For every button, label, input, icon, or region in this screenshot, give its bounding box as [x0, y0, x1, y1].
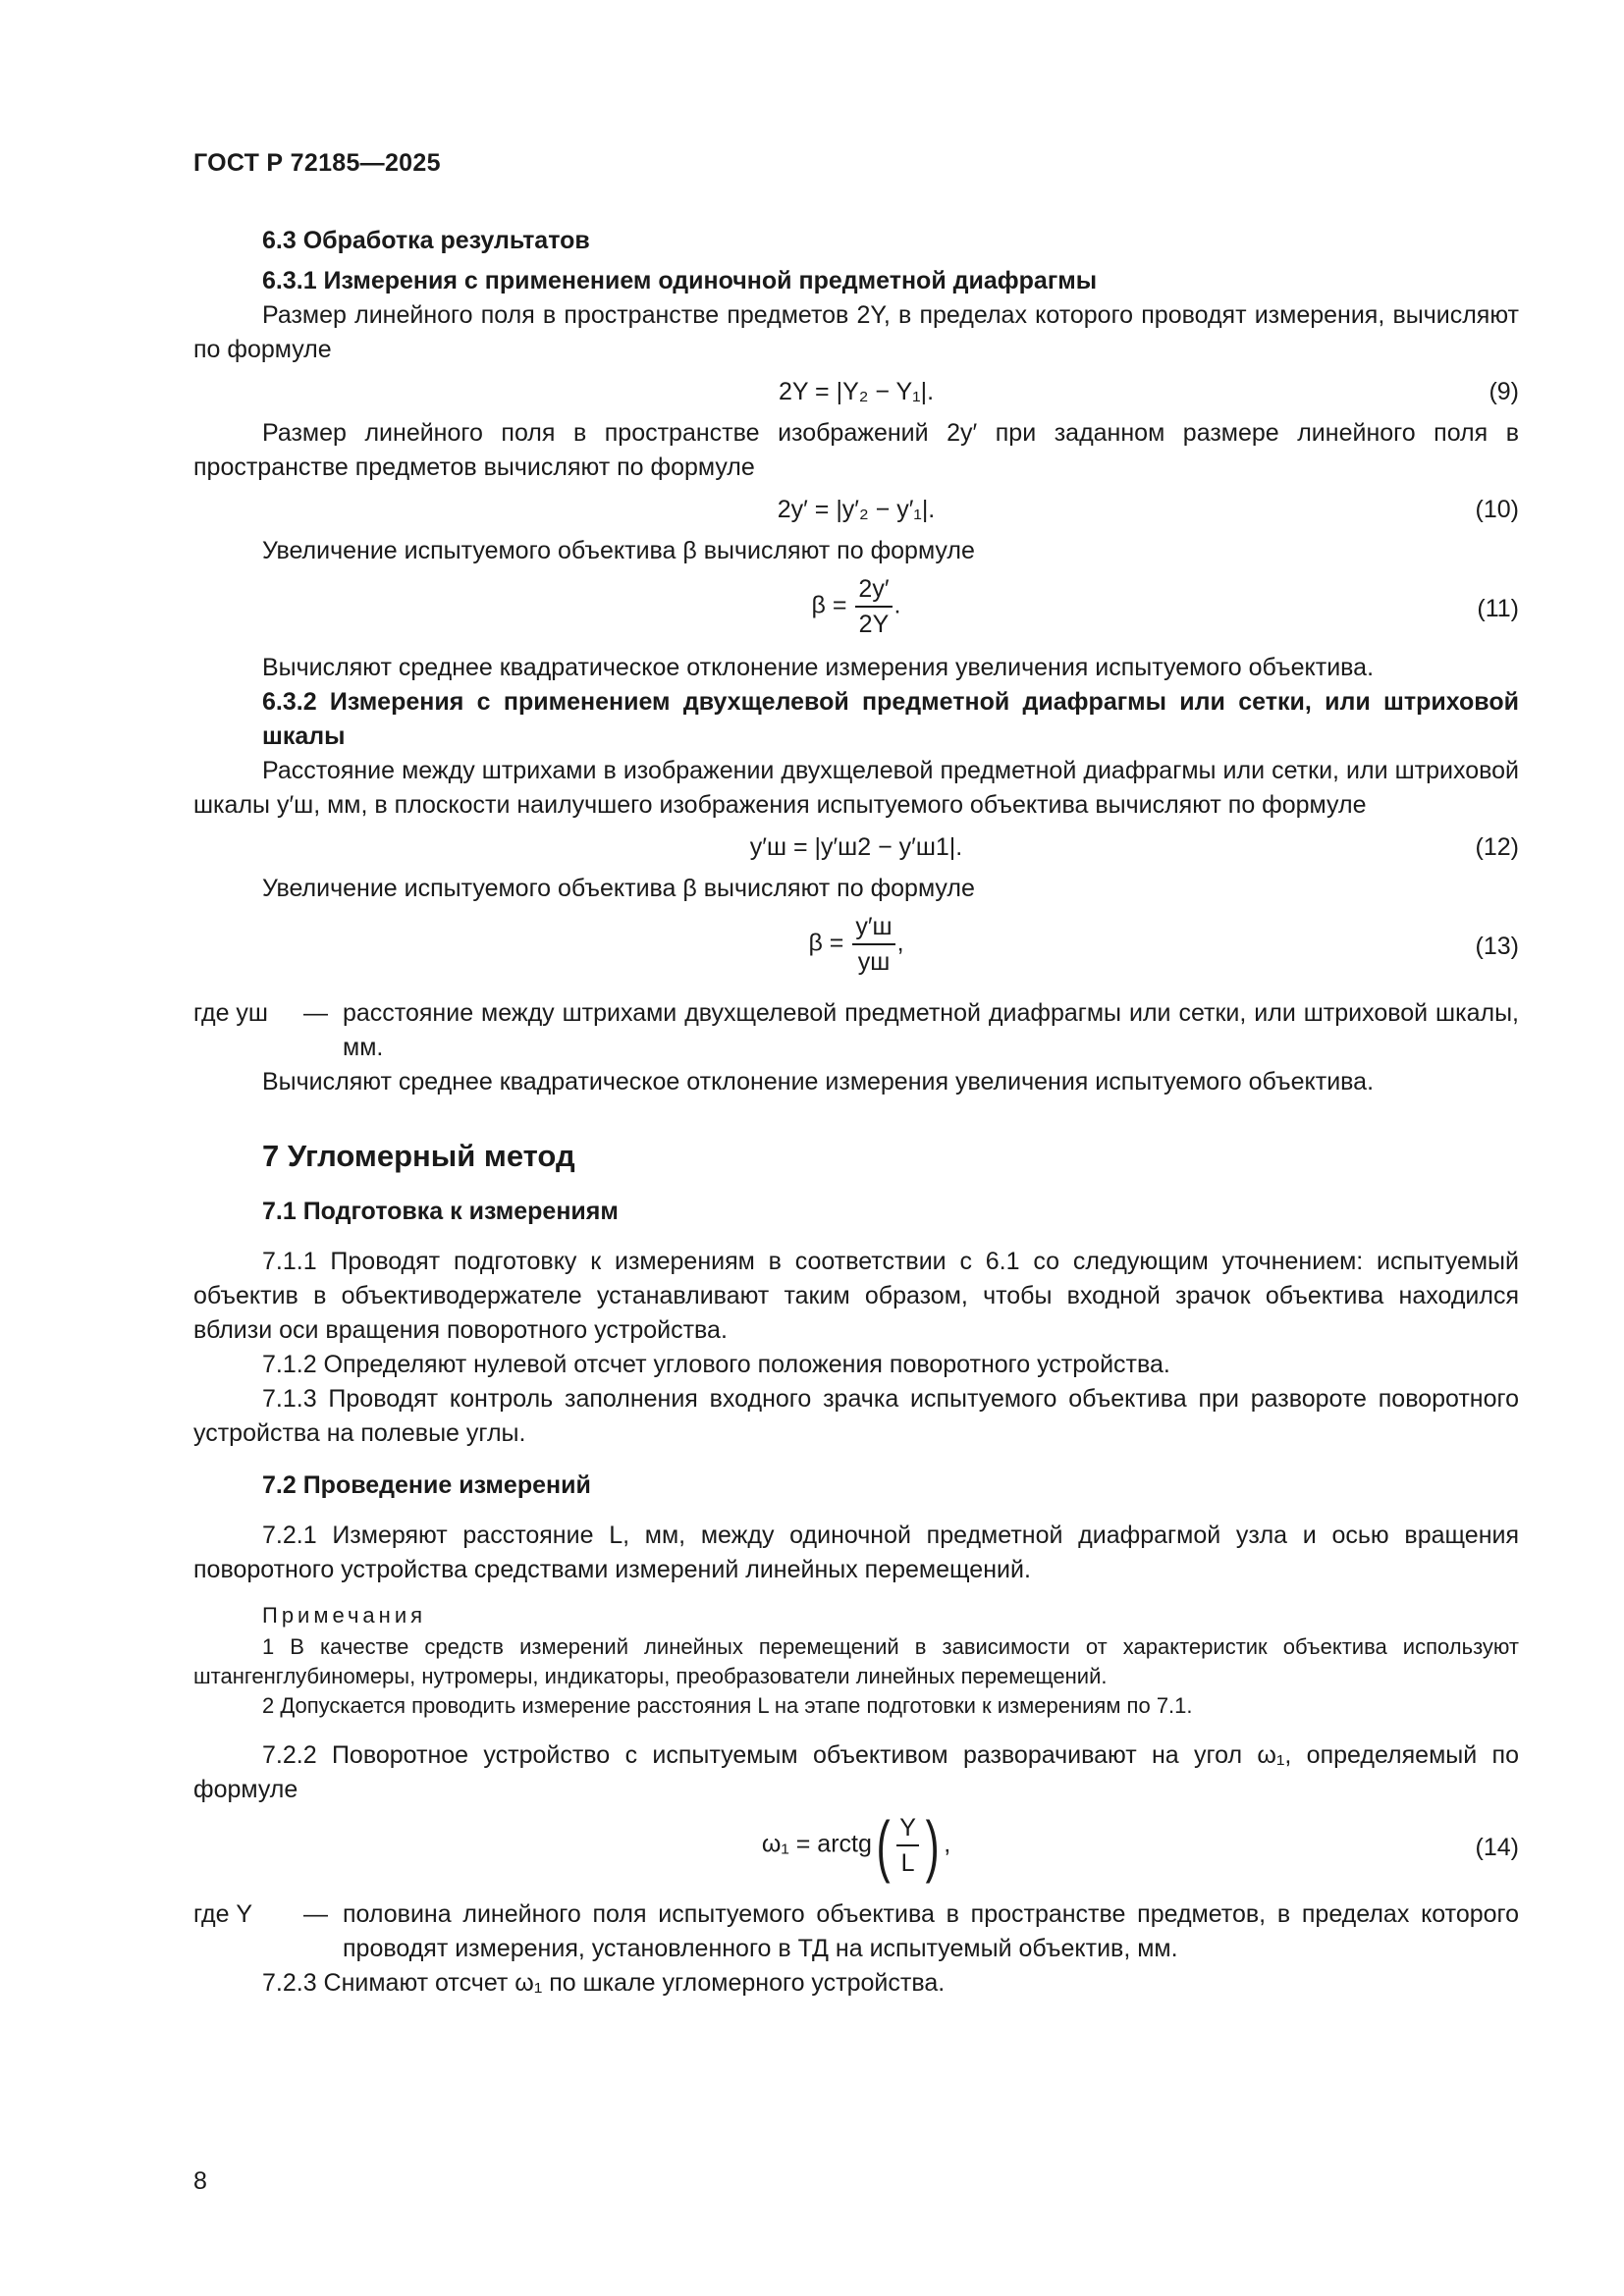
formula-number: (12): [1475, 833, 1519, 861]
page-header: ГОСТ Р 72185—2025: [193, 149, 441, 177]
notes-title: Примечания: [262, 1603, 427, 1628]
formula-12: [193, 823, 1519, 872]
paragraph: Размер линейного поля в пространстве предметов 2Y, в пределах которого проводят измерения, вычисляют по формуле: [193, 301, 1519, 363]
formula-expression: 2Y = |Y₂ − Y₁|.: [778, 378, 935, 405]
paragraph: 7.1.2 Определяют нулевой отсчет углового положения поворотного устройства.: [262, 1351, 1170, 1378]
paragraph: 7.2.1 Измеряют расстояние L, мм, между одиночной предметной диафрагмой узла и осью вращения поворотного устройства средствами измерений линейных перемещений.: [193, 1522, 1519, 1583]
section-6-3-2-title: 6.3.2 Измерения с применением двухщелевой предметной диафрагмы или сетки, или штриховой шкалы: [262, 688, 1519, 750]
formula-10: [193, 485, 1519, 534]
fraction: [896, 1811, 919, 1880]
formula-tail: ,: [896, 929, 904, 957]
formula-expression: [761, 1807, 951, 1884]
formula-expression: [812, 568, 901, 641]
fraction-numerator: Y: [896, 1811, 919, 1846]
note-item: 1 В качестве средств измерений линейных перемещений в зависимости от характеристик объектива используют штангенглубиномеры, нутромеры, индикаторы, преобразователи линейных перемещений.: [193, 1634, 1519, 1688]
where-dash: —: [303, 1900, 328, 1928]
section-7-title: 7 Угломерный метод: [262, 1139, 575, 1173]
formula-number: (14): [1475, 1834, 1519, 1861]
formula-expression: 2y′ = |y′₂ − y′₁|.: [777, 496, 936, 523]
paragraph: Увеличение испытуемого объектива β вычисляют по формуле: [262, 537, 975, 564]
paragraph: 7.1.1 Проводят подготовку к измерениям в соответствии с 6.1 со следующим уточнением: испытуемый объектив в объективодержателе устанавливают таким образом, чтобы входной зрачок объектива находился вблизи оси вращения поворотного устройства.: [193, 1248, 1519, 1344]
formula-lhs: β =: [808, 929, 844, 957]
formula-expression: [808, 906, 903, 979]
formula-tail: ,: [944, 1830, 951, 1858]
formula-number: (9): [1489, 378, 1519, 405]
fraction: [852, 910, 894, 979]
paragraph: Увеличение испытуемого объектива β вычисляют по формуле: [262, 875, 975, 902]
fraction-numerator: 2y′: [855, 572, 892, 608]
fraction-denominator: L: [900, 1849, 915, 1877]
paragraph: 7.1.3 Проводят контроль заполнения входного зрачка испытуемого объектива при развороте поворотного устройства на полевые углы.: [193, 1385, 1519, 1447]
paragraph: 7.2.3 Снимают отсчет ω₁ по шкале угломерного устройства.: [262, 1969, 946, 1997]
section-7-2-title: 7.2 Проведение измерений: [262, 1471, 591, 1499]
fraction-denominator: 2Y: [858, 611, 890, 638]
formula-number: (13): [1475, 933, 1519, 960]
formula-11: [193, 568, 1519, 651]
formula-number: (11): [1477, 595, 1519, 622]
section-6-3-title: 6.3 Обработка результатов: [262, 227, 590, 254]
where-clause: [193, 1897, 1519, 1966]
where-text: половина линейного поля испытуемого объектива в пространстве предметов, в пределах которого проводят измерения, установленного в ТД на испытуемый объектив, мм.: [343, 1900, 1519, 1962]
paragraph: Размер линейного поля в пространстве изображений 2y′ при заданном размере линейного поля в пространстве предметов вычисляют по формуле: [193, 419, 1519, 481]
note-item: 2 Допускается проводить измерение расстояния L на этапе подготовки к измерениям по 7.1.: [262, 1693, 1193, 1718]
formula-9: [193, 367, 1519, 416]
where-text: расстояние между штрихами двухщелевой предметной диафрагмы или сетки, или штриховой шкалы, мм.: [343, 999, 1519, 1061]
section-6-3-1-title: 6.3.1 Измерения с применением одиночной предметной диафрагмы: [262, 267, 1098, 294]
left-paren: (: [876, 1807, 891, 1884]
fraction-numerator: y′ш: [852, 910, 894, 945]
paragraph: Вычисляют среднее квадратическое отклонение измерения увеличения испытуемого объектива.: [262, 654, 1375, 681]
formula-14: [193, 1807, 1519, 1890]
paragraph: Расстояние между штрихами в изображении двухщелевой предметной диафрагмы или сетки, или штриховой шкалы y′ш, мм, в плоскости наилучшего изображения испытуемого объектива вычисляют по формуле: [193, 757, 1519, 819]
where-label: где Y: [193, 1900, 253, 1928]
where-dash: —: [303, 999, 328, 1027]
where-label: где yш: [193, 999, 268, 1027]
fraction: [855, 572, 892, 641]
page-content: [193, 224, 1519, 2001]
where-clause: [193, 996, 1519, 1065]
formula-lhs: ω₁ = arctg: [761, 1830, 872, 1858]
fraction-denominator: yш: [857, 948, 891, 976]
formula-expression: y′ш = |y′ш2 − y′ш1|.: [749, 833, 963, 861]
right-paren: ): [925, 1807, 940, 1884]
paragraph: 7.2.2 Поворотное устройство с испытуемым объективом разворачивают на угол ω₁, определяемый по формуле: [193, 1741, 1519, 1803]
formula-13: [193, 906, 1519, 988]
page-number: 8: [193, 2167, 207, 2195]
formula-tail: .: [893, 591, 901, 619]
formula-number: (10): [1475, 496, 1519, 523]
paragraph: Вычисляют среднее квадратическое отклонение измерения увеличения испытуемого объектива.: [262, 1068, 1375, 1095]
formula-lhs: β =: [811, 591, 847, 619]
section-7-1-title: 7.1 Подготовка к измерениям: [262, 1198, 619, 1225]
